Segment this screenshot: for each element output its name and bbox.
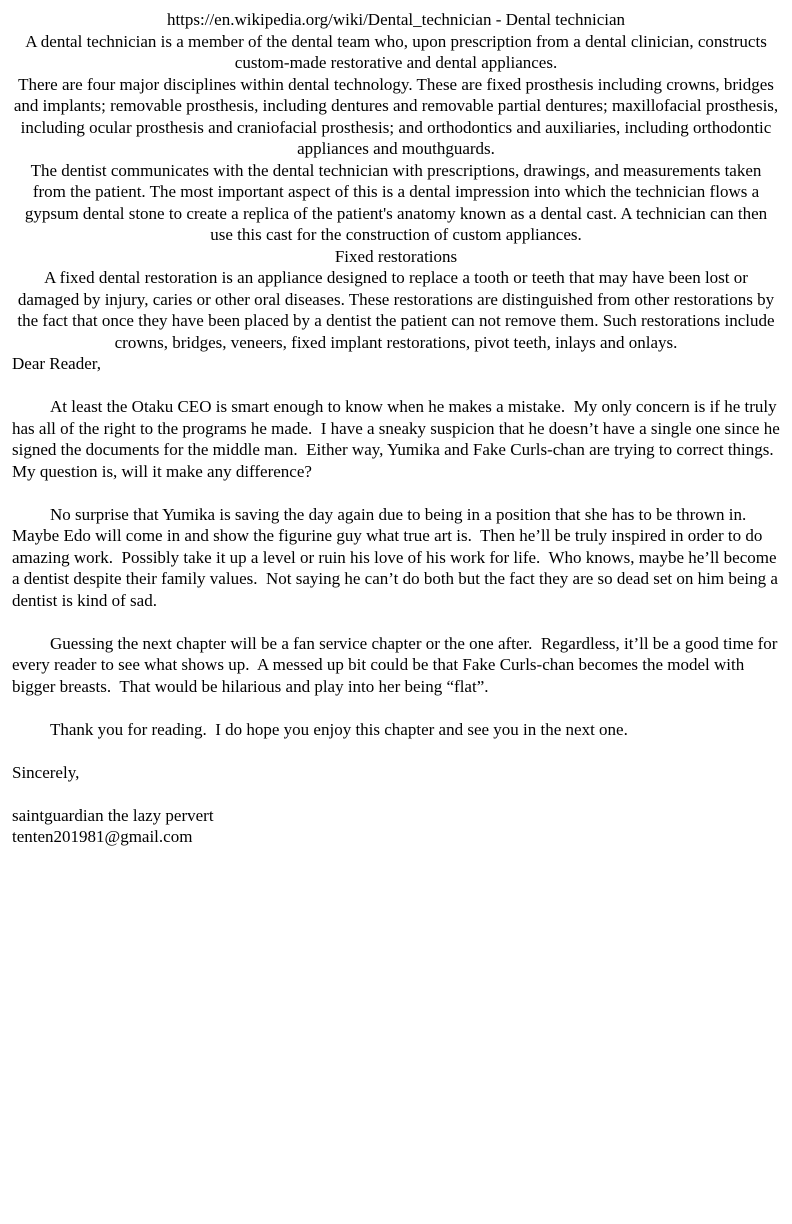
letter-closing: Sincerely,: [12, 762, 80, 782]
signature-name: saintguardian the lazy pervert: [12, 805, 214, 825]
letter-paragraph-otaku-ceo: At least the Otaku CEO is smart enough to know when he makes a mistake. My only concern is if he truly has all of the right to the programs he made. I have a sneaky suspicion that he doesn’t have a single one since he signed the documents for the middle man. Either way, Yumika and Fake Curls-chan are trying to correct things. My question is, will it make any difference?: [12, 397, 785, 481]
reader-letter-section: [12, 353, 785, 848]
wiki-paragraph-fixed-restorations: A fixed dental restoration is an appliance designed to replace a tooth or teeth that may have been lost or damaged by injury, caries or other oral diseases. These restorations are distinguished from other restorations by the fact that once they have been placed by a dentist the patient can not remove them. Such restorations include crowns, bridges, veneers, fixed implant restorations, pivot teeth, inlays and onlays.: [17, 268, 779, 352]
letter-paragraph-next-chapter: Guessing the next chapter will be a fan service chapter or the one after. Regardless, it’ll be a good time for every reader to see what shows up. A messed up bit could be that Fake Curls-chan becomes the model with bigger breasts. That would be hilarious and play into her being “flat”.: [12, 633, 782, 696]
signature-email: tenten201981@gmail.com: [12, 827, 193, 846]
wiki-subheading-fixed-restorations: Fixed restorations: [334, 246, 458, 266]
wiki-paragraph-intro: A dental technician is a member of the dental team who, upon prescription from a dental clinician, constructs custom-made restorative and dental appliances.: [25, 31, 772, 72]
wiki-source-line: https://en.wikipedia.org/wiki/Dental_technician - Dental technician: [166, 10, 626, 29]
signature-block: [12, 805, 780, 848]
wiki-paragraph-communication: The dentist communicates with the dental technician with prescriptions, drawings, and measurements taken from the patient. The most important aspect of this is a dental impression into which the technician flows a gypsum dental stone to create a replica of the patient's anatomy known as a dental cast. A technician can then use this cast for the construction of custom appliances.: [24, 160, 772, 244]
wiki-excerpt-section: [12, 9, 783, 353]
letter-paragraph-yumika: No surprise that Yumika is saving the day again due to being in a position that she has to be thrown in. Maybe Edo will come in and show the figurine guy what true art is. Then he’ll be truly inspired in order to do amazing work. Possibly take it up a level or ruin his love of his work for life. Who knows, maybe he’ll become a dentist despite their family values. Not saying he can’t do both but the fact they are so dead set on him being a dentist is kind of sad.: [12, 504, 783, 610]
wiki-paragraph-disciplines: There are four major disciplines within dental technology. These are fixed prosthesis including crowns, bridges and implants; removable prosthesis, including dentures and removable partial dentures; maxillofacial prosthesis, including ocular prosthesis and craniofacial prosthesis; and orthodontics and auxiliaries, including orthodontic appliances and mouthguards.: [13, 74, 783, 158]
letter-paragraph-thanks: Thank you for reading. I do hope you enjoy this chapter and see you in the next one.: [50, 719, 628, 739]
letter-salutation: Dear Reader,: [12, 354, 101, 373]
